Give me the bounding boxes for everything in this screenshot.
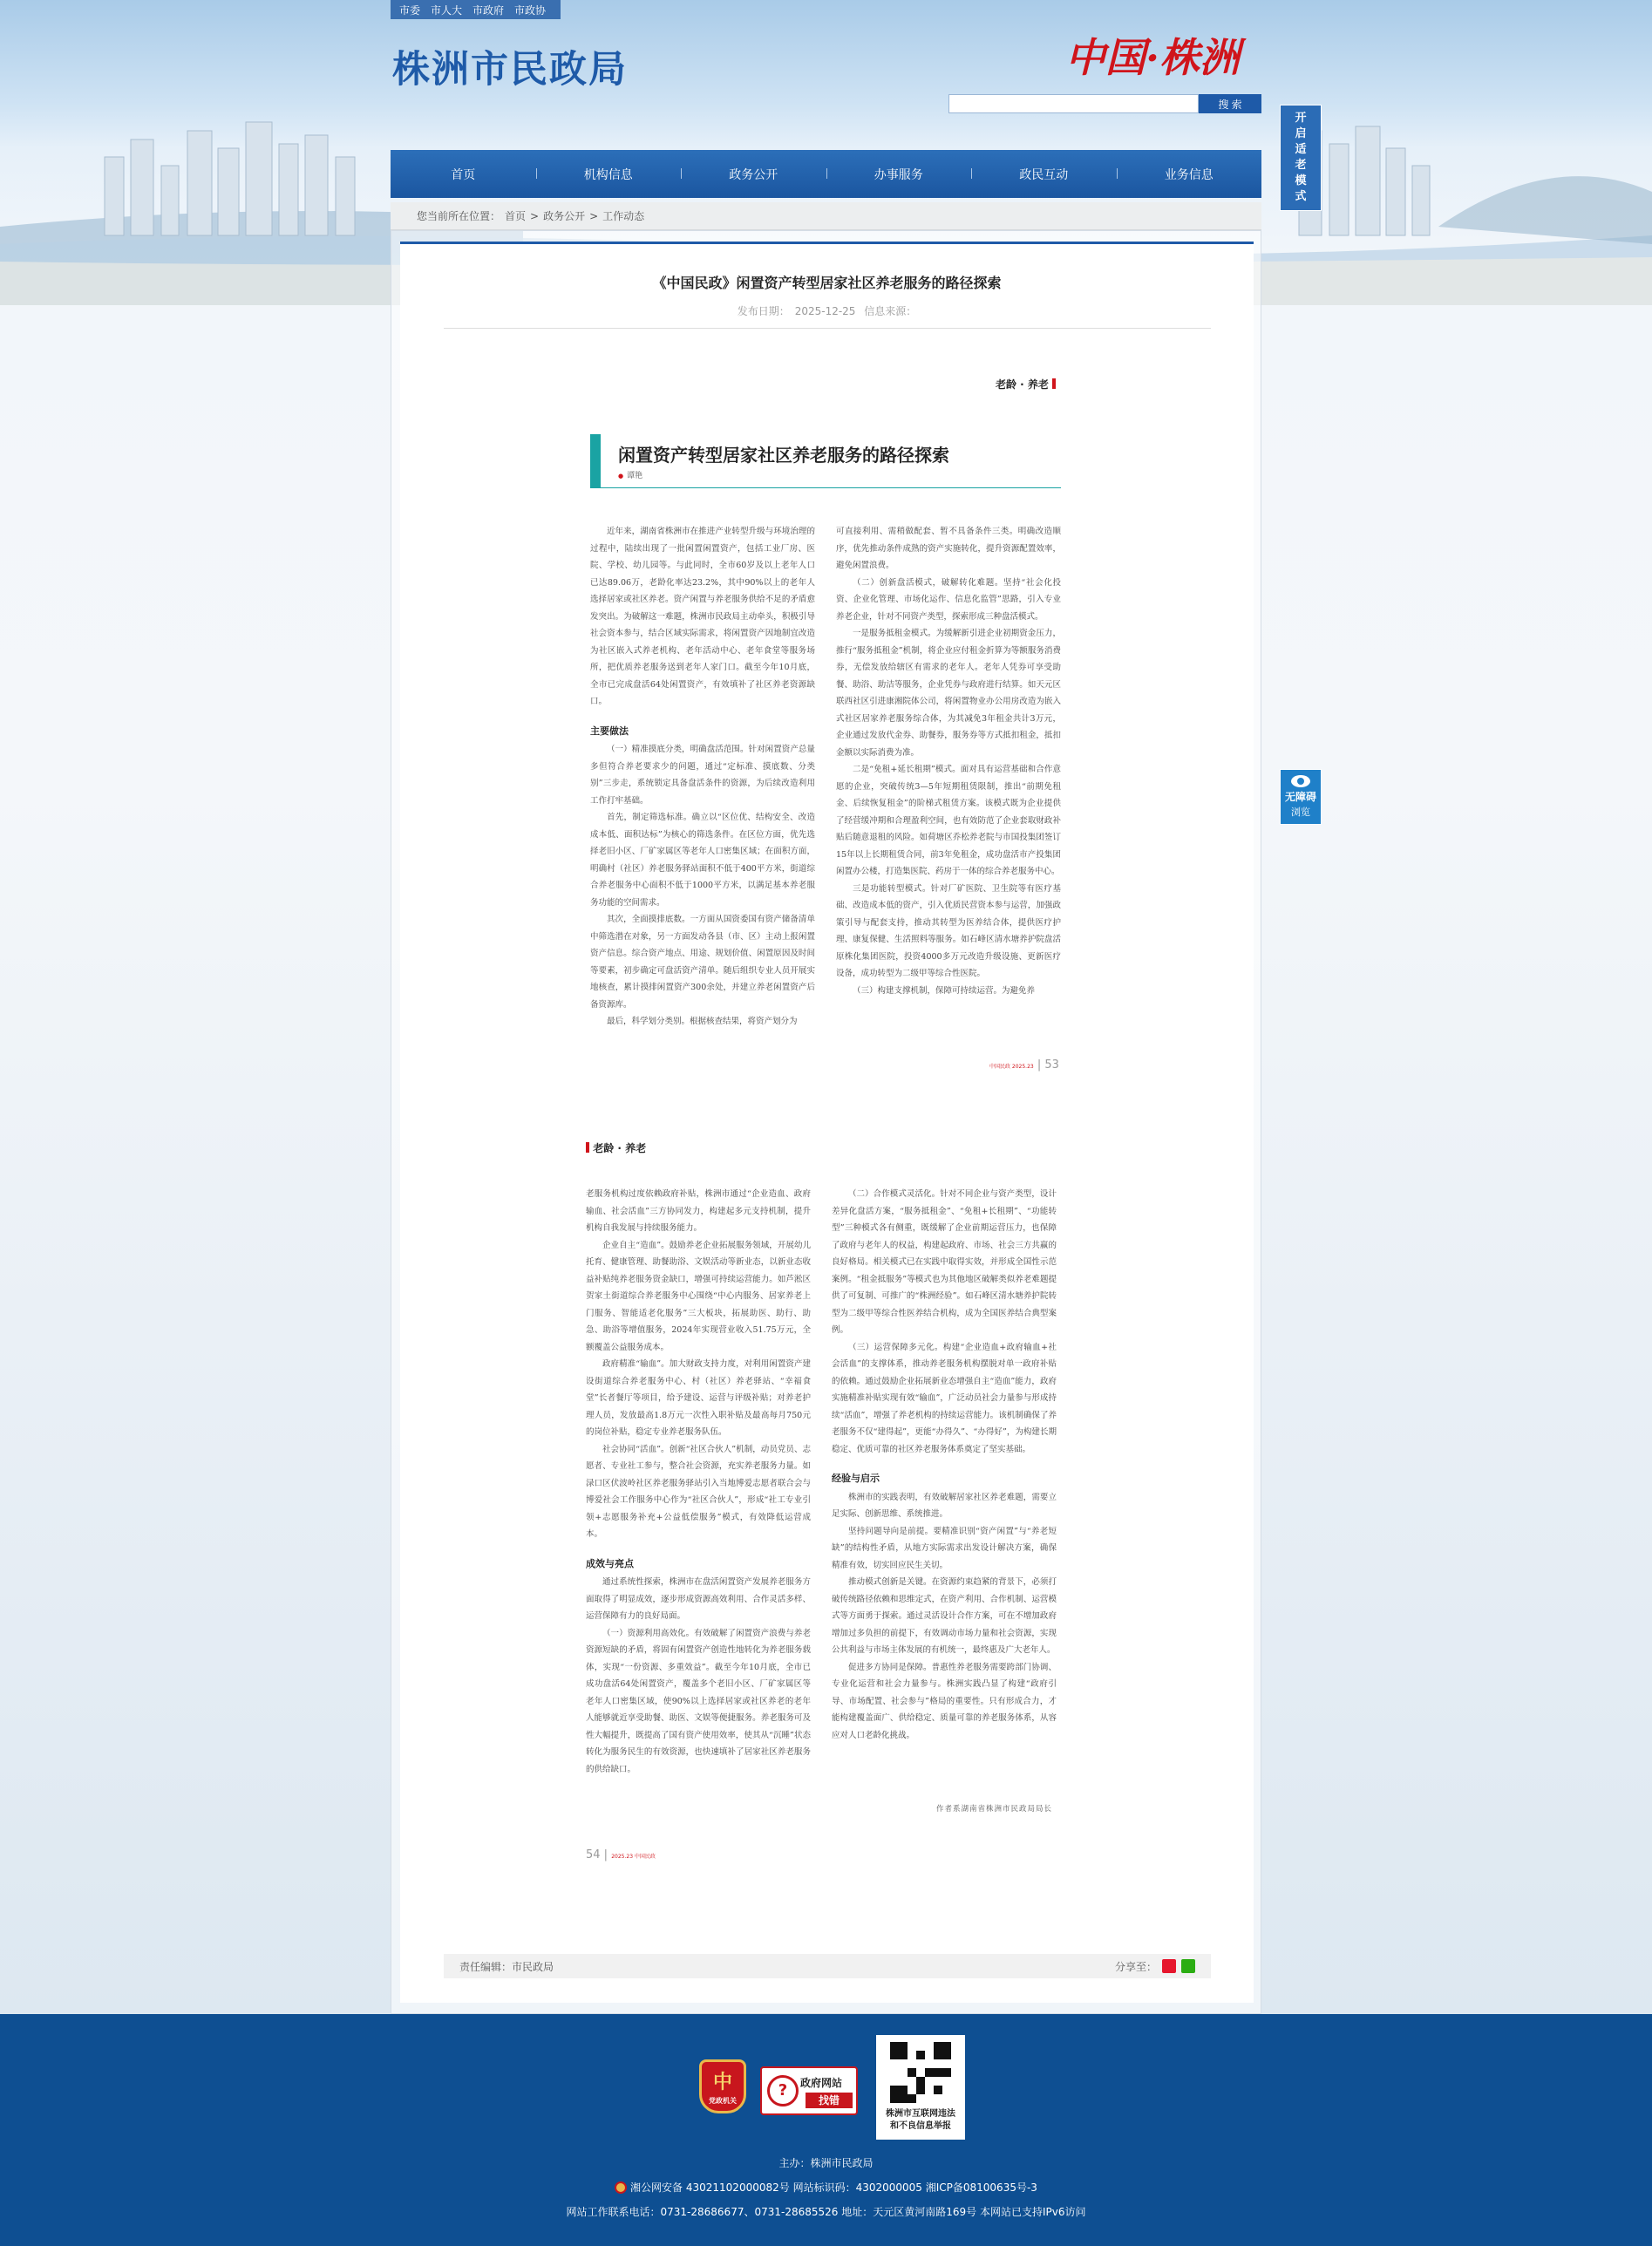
- paragraph: 首先，制定筛选标准。确立以“区位优、结构安全、改造成本低、面积达标”为核心的筛选条件。在区位方面，优先选择老旧小区、厂矿家属区等老年人口密集区域；在面积方面，明确村（社区）养老服务驿站面积不低于400平方米，街道综合养老服务中心面积不低于1000平方米，以满足基本养老服务功能的空间需求。: [590, 813, 815, 908]
- paragraph: 三是功能转型模式。针对厂矿医院、卫生院等有医疗基础、改造成本低的资产，引入优质民营资本参与运营，加强政策引导与配套支持，推动其转型为医养结合体，提供医疗护理、康复保健、生活照料等服务。如石峰区清水塘养护院盘活原株化集团医院，投资4000多万元改造升级设施、更新医疗设备，成功转型为二级甲等综合性医院。: [836, 883, 1061, 978]
- accessibility-button[interactable]: [1280, 769, 1322, 825]
- qr-caption-line: 和不良信息举报: [890, 2121, 951, 2131]
- china-zhuzhou-brand-mark: 中国·株洲: [1065, 34, 1241, 81]
- nav-item-gov-affairs[interactable]: 政务公开: [681, 166, 826, 183]
- paragraph: 二是“免租+延长租期”模式。面对具有运营基础和合作意愿的企业，突破传统3—5年短期租赁限制，推出“前期免租金、后续恢复租金”的阶梯式租赁方案。该模式既为企业提供了经营缓冲期和合理盈利空间，也有效防范了企业套取财政补贴后随意退租的风险。如荷塘区乔松养老院与市国投集团签订15年以上长期租赁合同，前3年免租金，成功盘活市产投集团闲置办公楼，打造集医院、药房于一体的综合养老服务中心。: [836, 765, 1061, 876]
- editor-label: 责任编辑：: [459, 1960, 513, 1973]
- nav-item-business-info[interactable]: 业务信息: [1117, 166, 1262, 183]
- party-gov-badge[interactable]: [699, 2059, 746, 2113]
- section-tag: [586, 1140, 646, 1155]
- page-number-53: 中国民政 2025.23 | 53: [989, 1058, 1059, 1072]
- breadcrumb-home[interactable]: 首页: [505, 210, 527, 222]
- paragraph: （三）构建支撑机制，保障可持续运营。为避免养: [853, 985, 1036, 996]
- paragraph: 推动模式创新是关键。在资源约束趋紧的背景下，必须打破传统路径依赖和思维定式，在资产利用、合作机制、运营模式等方面勇于探索。通过灵活设计合作方案，可在不增加政府增加过多负担的前提下，有效调动市场力量和社会资源，实现公共利益与市场主体发展的有机统一，最终惠及广大老年人。: [832, 1577, 1057, 1655]
- accessibility-sub-label: 浏览: [1291, 807, 1310, 818]
- page53-col1: [590, 523, 815, 1031]
- paragraph: 坚持问题导向是前提。要精准识别“资产闲置”与“养老短缺”的结构性矛盾，从地方实际需求出发设计解决方案，确保精准有效，切实回应民生关切。: [832, 1526, 1057, 1570]
- folio-caption: 2025.23 中国民政: [611, 1854, 656, 1860]
- paragraph: 促进多方协同是保障。普惠性养老服务需要跨部门协调、专业化运营和社会力量参与。株洲实践凸显了构建“政府引导、市场配置、社会参与”格局的重要性。只有形成合力，才能构建覆盖面广、供给稳定、质量可靠的养老服务体系，从容应对人口老龄化挑战。: [832, 1662, 1057, 1740]
- teal-bar: [590, 434, 601, 488]
- paragraph: 一是服务抵租金模式。为缓解新引进企业初期资金压力，推行“服务抵租金”机制，将企业应付租金折算为等额服务消费券，无偿发放给辖区有需求的老年人。老年人凭券可享受助餐、助浴、助洁等服务，企业凭券与政府进行结算。如天元区联西社区引进康湘院体公司，将闲置物业办公用房改造为嵌入式社区居家养老服务综合体，为其减免3年租金共计3万元，企业通过发放代金券、助餐券，服务券等方式抵扣租金，抵扣金额以实际消费为准。: [836, 629, 1061, 758]
- paragraph: （一）精准摸底分类，明确盘活范围。针对闲置资产总量多但符合养老要求少的问题，通过“定标准、摸底数、分类别”三步走，系统锁定具备盘活条件的资源，为后续改造利用工作打牢基础。: [590, 745, 815, 806]
- paragraph: （三）运营保障多元化。构建“企业造血+政府输血+社会活血”的支撑体系，推动养老服务机构摆脱对单一政府补贴的依赖。通过鼓励企业拓展新业态增强自主“造血”能力，政府实施精准补贴实现有效“输血”，广泛动员社会力量参与形成持续“活血”，增强了养老机构的持续运营能力。该机制确保了养老服务不仅“建得起”，更能“办得久”、“办得好”，为构建长期稳定、优质可靠的社区养老服务体系奠定了坚实基础。: [832, 1342, 1057, 1454]
- party-emblem-icon: 中: [712, 2072, 732, 2093]
- folio-caption: 中国民政 2025.23: [989, 1064, 1034, 1070]
- gov-badge-action: 找错: [806, 2093, 853, 2108]
- main-nav: [391, 150, 1261, 198]
- paragraph: 其次，全面摸排底数。一方面从国资委国有资产储备清单中筛选潜在对象，另一方面发动各县（市、区）主动上报闲置资产信息。综合资产地点、用途、规划价值、闲置原因及时间等要素，初步确定可盘活资产清单。随后组织专业人员开展实地核查，累计摸排闲置资产300余处，并建立养老闲置资产后备资源库。: [590, 915, 815, 1010]
- publish-date: 2025-12-25: [794, 305, 856, 317]
- paragraph: 企业自主“造血”。鼓励养老企业拓展服务领域，开展幼儿托育、健康管理、助餐助浴、文娱活动等新业态，以新业态收益补贴纯养老服务资金缺口，增强可持续运营能力。如芦淞区贺家土街道综合养老服务中心围绕“中心内服务、居家养老上门服务、智能适老化服务”三大板块，拓展助医、助行、助急、助浴等增值服务，2024年实现营业收入51.75万元，全额覆盖公益服务成本。: [586, 1240, 811, 1352]
- breadcrumb-sep: >: [589, 209, 599, 222]
- elder-mode-button[interactable]: [1280, 105, 1322, 211]
- magazine-author: ● 谭艳: [618, 469, 642, 480]
- magnifier-icon: ?: [767, 2075, 799, 2106]
- date-label: 发布日期：: [737, 305, 790, 317]
- paragraph: 社会协同“活血”。创新“社区合伙人”机制，动员党员、志愿者、专业社工参与，整合社会资源，充实养老服务力量。如渌口区伏波岭社区养老服务驿站引入当地博爱志愿者联合会与博爱社会工作服务中心作为“社区合伙人”，形成“社工专业引领+志愿服务补充+公益低偿服务”模式，有效降低运营成本。: [586, 1444, 811, 1539]
- paragraph: 近年来，湖南省株洲市在推进产业转型升级与环境治理的过程中，陆续出现了一批闲置闲置资产，包括工业厂房、医院、学校、幼儿园等。与此同时，全市60岁及以上老年人口已达89.06万，老龄化率达23.2%，其中90%以上的老年人选择居家或社区养老。资产闲置与养老服务供给不足的矛盾愈发突出。为破解这一难题，株洲市民政局主动牵头，积极引导社会资本参与，结合区域实际需求，将闲置资产因地制宜改造为社区嵌入式养老机构、老年活动中心、老年食堂等服务场所，把优质养老服务送到老年人家门口。截至今年10月底，全市已完成盘活64处闲置资产，有效填补了社区养老资源缺口。: [590, 527, 815, 706]
- accessibility-label: 无障碍: [1284, 791, 1316, 803]
- nav-item-home[interactable]: 首页: [451, 167, 476, 182]
- search-input[interactable]: [948, 94, 1199, 113]
- eye-icon: [1291, 775, 1310, 787]
- divider: [444, 328, 1211, 329]
- editor-bar: [444, 1954, 1211, 1978]
- red-bar: [586, 1142, 589, 1153]
- wechat-share-icon[interactable]: [1181, 1959, 1195, 1973]
- party-badge-label: 党政机关: [709, 2097, 737, 2105]
- paragraph: 政府精准“输血”。加大财政支持力度，对利用闲置资产建设街道综合养老服务中心、村（社区）养老驿站、“幸福食堂”长者餐厅等项目，给予建设、运营与评级补贴；对养老护理人员，发放最高1.8万元一次性入职补贴及最高每月750元的岗位补贴，稳定专业养老服务队伍。: [586, 1359, 811, 1437]
- report-qr-code[interactable]: [876, 2035, 965, 2140]
- breadcrumb-work-news[interactable]: 工作动态: [602, 210, 645, 222]
- folio-number: 54: [586, 1848, 601, 1861]
- red-bar: [1052, 378, 1056, 389]
- paragraph: 株洲市的实践表明，有效破解居家社区养老难题，需要立足实际、创新思维、系统推进。: [832, 1492, 1057, 1519]
- nav-item-services[interactable]: 办事服务: [826, 166, 972, 183]
- breadcrumb-gov-affairs[interactable]: 政务公开: [543, 210, 586, 222]
- subheading: 成效与亮点: [586, 1557, 634, 1569]
- footer-sponsor: 主办：株洲市民政局: [778, 2157, 874, 2169]
- paragraph: （二）创新盘活模式，破解转化难题。坚持“社会化投资、企业化管理、市场化运作、信息化监管”思路，引入专业养老企业，针对不同资产类型，探索形成三种盘活模式。: [836, 577, 1061, 622]
- source-label: 信息来源：: [864, 305, 917, 317]
- editor-info: [459, 1959, 554, 1974]
- top-link[interactable]: 市人大: [431, 3, 463, 17]
- top-link[interactable]: 市政府: [472, 3, 505, 17]
- paragraph: （一）资源利用高效化。有效破解了闲置资产浪费与养老资源短缺的矛盾，将固有闲置资产创造性地转化为养老服务载体，实现“一份资源、多重效益”。截至今年10月底，全市已成功盘活64处闲置资产，覆盖多个老旧小区、厂矿家属区等老年人口密集区域，使90%以上选择居家或社区养老的老年人能够就近享受助餐、助医、文娱等便捷服务。养老服务可及性大幅提升，既提高了国有资产使用效率，使其从“沉睡”状态转化为服务民生的有效资源，也快速填补了居家社区养老服务的供给缺口。: [586, 1628, 811, 1774]
- weibo-share-icon[interactable]: [1162, 1959, 1176, 1973]
- top-link[interactable]: 市政协: [514, 3, 547, 17]
- subheading: 经验与启示: [832, 1473, 880, 1484]
- headline-underline: [601, 487, 1061, 488]
- search-button[interactable]: 搜 索: [1199, 94, 1261, 113]
- author-byline: 作者系湖南省株洲市民政局局长: [936, 1805, 1053, 1814]
- paragraph: 最后，科学划分类别。根据核查结果，将资产划分为: [607, 1017, 798, 1026]
- top-links-bar: [391, 0, 561, 19]
- gov-badge-title: 政府网站: [800, 2077, 843, 2089]
- page54-col1: [586, 1186, 811, 1778]
- breadcrumb: [391, 202, 1261, 230]
- footer-registration: [0, 2180, 1652, 2195]
- footer: [0, 2014, 1652, 2246]
- site-title-logo[interactable]: 株洲市民政局: [392, 49, 628, 91]
- article-meta: [400, 303, 1254, 318]
- editor-name: 市民政局: [512, 1960, 554, 1973]
- paragraph: （二）合作模式灵活化。针对不同企业与资产类型，设计差异化盘活方案，“服务抵租金”、“免租+长租期”、“功能转型”三种模式各有侧重，既缓解了企业前期运营压力，也保障了政府与老年人的权益，构建起政府、市场、社会三方共赢的良好格局。相关模式已在实践中取得实效，并形成全国性示范案例。“租金抵服务”等模式也为其他地区破解类似养老难题提供了可复制、可推广的“株洲经验”。如石峰区清水塘养护院转型为二级甲等综合性医养结合机构，成为全国医养结合典型案例。: [832, 1189, 1057, 1335]
- qr-caption: [876, 2108, 965, 2133]
- footer-contact: 网站工作联系电话：0731-28686677、0731-28685526 地址：天元区黄河南路169号 本网站已支持IPv6访问: [566, 2206, 1086, 2218]
- subheading: 主要做法: [590, 725, 629, 737]
- nav-item-interaction[interactable]: 政民互动: [971, 166, 1117, 183]
- section-tag-text: 老龄 · 养老: [996, 378, 1049, 391]
- paragraph: 通过系统性探索，株洲市在盘活闲置资产发展养老服务方面取得了明显成效，逐步形成资源高效利用、合作灵活多样、运营保障有力的良好局面。: [586, 1577, 811, 1621]
- magazine-headline-box: [590, 434, 1061, 488]
- qr-code-icon: [890, 2042, 951, 2103]
- qr-caption-line: 株洲市互联网违法: [886, 2109, 955, 2119]
- share-group: [1115, 1959, 1195, 1974]
- footer-registration-text[interactable]: 湘公网安备 43021102000082号 网站标识码：4302000005 湘ICP备08100635号-3: [630, 2181, 1037, 2194]
- breadcrumb-label: 您当前所在位置：: [417, 210, 501, 222]
- section-tag: [996, 377, 1056, 391]
- page53-col2: [836, 523, 1061, 999]
- nav-item-org-info[interactable]: 机构信息: [536, 166, 682, 183]
- magazine-headline: 闲置资产转型居家社区养老服务的路径探索: [618, 445, 949, 466]
- paragraph: 可直接利用、需稍做配套、暂不具备条件三类。明确改造顺序，优先推动条件成熟的资产实施转化，提升资源配置效率，避免闲置浪费。: [836, 527, 1061, 570]
- paragraph: 老服务机构过度依赖政府补贴，株洲市通过“企业造血、政府输血、社会活血”三方协同发力，构建起多元支持机制，提升机构自我发展与持续服务能力。: [586, 1189, 811, 1233]
- section-tag-text: 老龄 · 养老: [593, 1142, 647, 1154]
- content-panel: [391, 230, 1261, 2014]
- elder-mode-label: 开启适老模式: [1295, 112, 1307, 203]
- top-link[interactable]: 市委: [399, 3, 421, 17]
- article-container: [400, 242, 1254, 2003]
- page54-col2: [832, 1186, 1057, 1744]
- breadcrumb-sep: >: [530, 209, 540, 222]
- folio-number: 53: [1044, 1058, 1059, 1072]
- share-label: 分享至：: [1114, 1960, 1157, 1973]
- article-title: 《中国民政》闲置资产转型居家社区养老服务的路径探索: [652, 275, 1002, 291]
- police-badge-icon: [615, 2181, 627, 2194]
- gov-site-error-report-badge[interactable]: [760, 2066, 858, 2115]
- page-number-54: 54 | 2025.23 中国民政: [586, 1848, 656, 1861]
